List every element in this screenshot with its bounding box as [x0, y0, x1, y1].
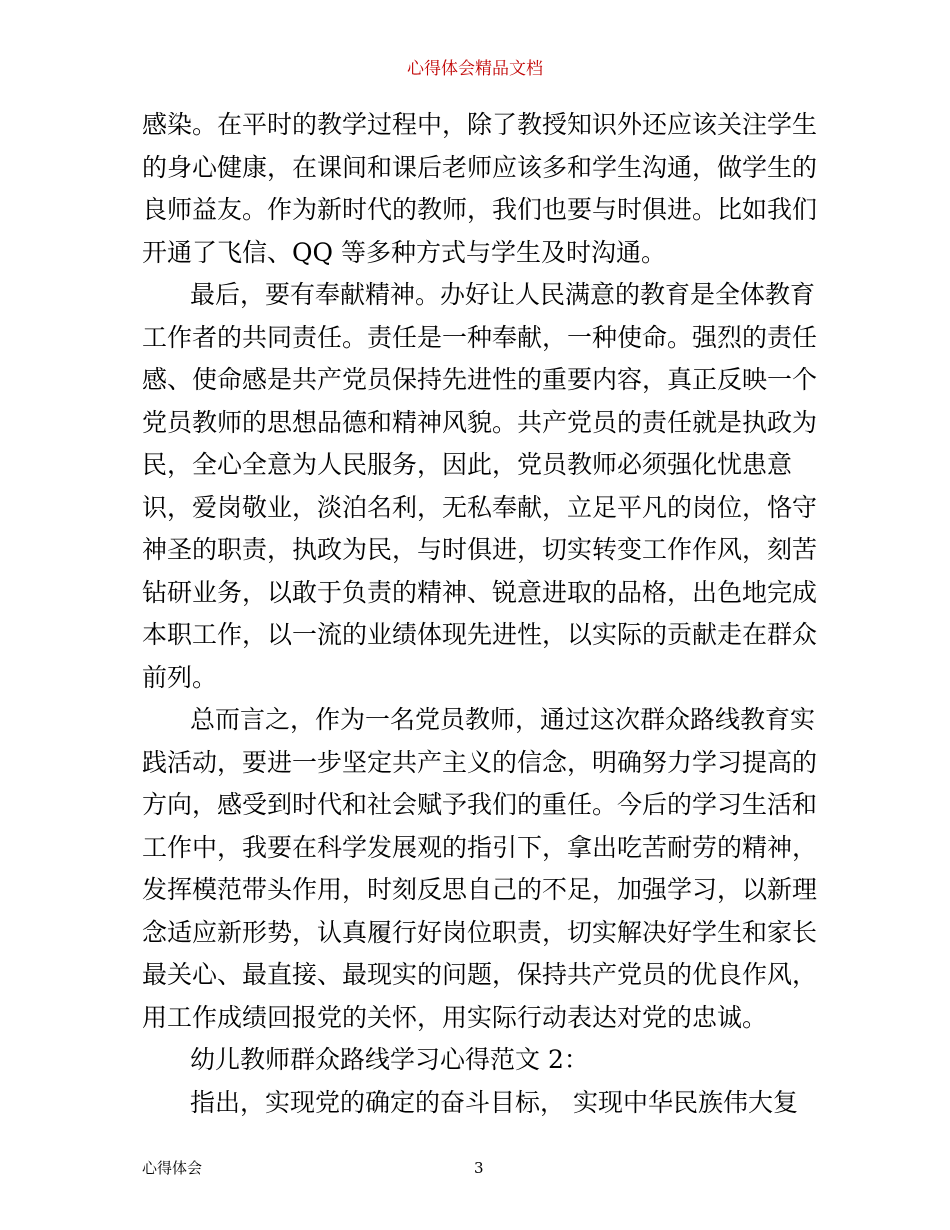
text-line: 开通了飞信、QQ 等多种方式与学生及时沟通。	[142, 237, 666, 267]
text-line: 前列。	[142, 662, 218, 692]
text-line: 识，爱岗敬业，淡泊名利，无私奉献，立足平凡的岗位，恪守	[142, 492, 818, 522]
text-line: 工作者的共同责任。责任是一种奉献，一种使命。强烈的责任	[142, 322, 818, 352]
text-line: 民，全心全意为人民服务，因此，党员教师必须强化忧患意	[142, 450, 793, 479]
text-line: 神圣的职责，执政为民，与时俱进，切实转变工作作风，刻苦	[142, 535, 818, 564]
text-line: 方向，感受到时代和社会赋予我们的重任。今后的学习生活和	[142, 790, 818, 819]
paragraph-start-line: 指出，实现党的确定的奋斗目标， 实现中华民族伟大复	[190, 1087, 798, 1117]
text-line: 良师益友。作为新时代的教师，我们也要与时俱进。比如我们	[142, 195, 818, 224]
text-line: 党员教师的思想品德和精神风貌。共产党员的责任就是执政为	[142, 407, 818, 437]
text-line: 念适应新形势，认真履行好岗位职责，切实解决好学生和家长	[142, 917, 818, 947]
text-line: 发挥模范带头作用，时刻反思自己的不足，加强学习，以新理	[142, 875, 818, 904]
page-footer	[142, 1157, 814, 1179]
paragraph-start-line: 总而言之，作为一名党员教师，通过这次群众路线教育实	[190, 705, 816, 734]
text-line: 最关心、最直接、最现实的问题，保持共产党员的优良作风，	[142, 960, 818, 989]
text-line: 践活动，要进一步坚定共产主义的信念，明确努力学习提高的	[142, 747, 818, 777]
document-body	[142, 104, 818, 1124]
page-header-title: 心得体会精品文档	[407, 59, 543, 79]
text-line: 本职工作，以一流的业绩体现先进性，以实际的贡献走在群众	[142, 620, 818, 649]
section-heading-line: 幼儿教师群众路线学习心得范文 2：	[190, 1045, 589, 1074]
text-line: 的身心健康，在课间和课后老师应该多和学生沟通，做学生的	[142, 152, 818, 182]
text-line: 用工作成绩回报党的关怀，用实际行动表达对党的忠诚。	[142, 1002, 768, 1032]
footer-label: 心得体会	[142, 1159, 203, 1177]
text-line: 感、使命感是共产党员保持先进性的重要内容，真正反映一个	[142, 365, 818, 394]
text-line: 感染。在平时的教学过程中，除了教授知识外还应该关注学生	[142, 110, 818, 139]
text-line: 钻研业务，以敢于负责的精神、锐意进取的品格，出色地完成	[142, 577, 818, 607]
text-line: 工作中，我要在科学发展观的指引下，拿出吃苦耐劳的精神，	[142, 832, 818, 862]
paragraph-start-line: 最后，要有奉献精神。办好让人民满意的教育是全体教育	[190, 280, 816, 309]
page-number: 3	[474, 1159, 484, 1177]
